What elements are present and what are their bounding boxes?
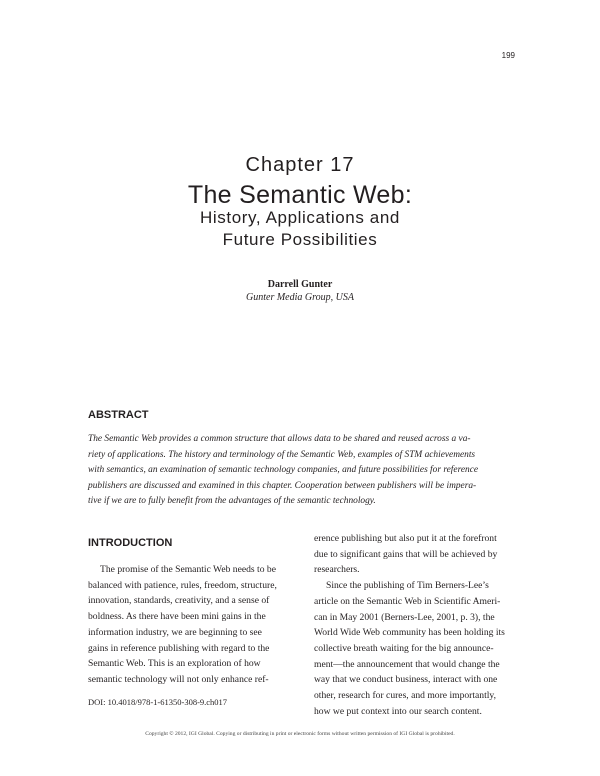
introduction-heading: INTRODUCTION <box>88 537 173 549</box>
body-line: other, research for cures, and more importantly, <box>314 690 496 702</box>
body-line: can in May 2001 (Berners-Lee, 2001, p. 3), the <box>314 611 495 623</box>
abstract-line: The Semantic Web provides a common structure that allows data to be shared and reused across a va- <box>88 434 471 444</box>
body-line: article on the Semantic Web in Scientific Ameri- <box>314 595 501 607</box>
body-line: World Wide Web community has been holding its <box>314 627 505 639</box>
body-line: information industry, we are beginning to see <box>88 626 262 638</box>
body-line: semantic technology will not only enhance ref- <box>88 673 269 685</box>
body-line: due to significant gains that will be achieved by <box>314 548 498 560</box>
body-line: way that we conduct business, interact with one <box>314 674 498 686</box>
abstract-line: riety of applications. The history and terminology of the Semantic Web, examples of STM achievements <box>88 449 476 460</box>
body-line: Semantic Web. This is an exploration of how <box>88 658 261 670</box>
body-line: boldness. As there have been mini gains in the <box>88 611 266 623</box>
abstract-line: publishers are discussed and examined in this chapter. Cooperation between publishers will be impera- <box>88 480 477 491</box>
chapter-subtitle-line: History, Applications and <box>200 208 400 227</box>
author-name: Darrell Gunter <box>267 279 333 290</box>
copyright-notice: Copyright © 2012, IGI Global. Copying or distributing in print or electronic forms without written permission of IGI Global is prohibited. <box>145 731 455 737</box>
abstract-line: with semantics, an examination of semantic technology companies, and future possibilities for reference <box>88 465 479 475</box>
body-line: researchers. <box>314 564 360 576</box>
body-line: Since the publishing of Tim Berners-Lee’s <box>326 580 489 592</box>
author-affiliation: Gunter Media Group, USA <box>246 292 354 303</box>
abstract-body <box>88 432 530 510</box>
introduction-right-column <box>314 531 505 719</box>
body-line: balanced with patience, rules, freedom, structure, <box>88 579 277 591</box>
body-line: how we put context into our search content. <box>314 705 482 717</box>
body-line: collective breath waiting for the big announce- <box>314 642 494 654</box>
introduction-left-column <box>88 562 277 688</box>
chapter-label: Chapter 17 <box>245 154 355 176</box>
body-line: erence publishing but also put it at the forefront <box>314 533 497 544</box>
chapter-title: The Semantic Web: <box>187 181 413 209</box>
abstract-heading: ABSTRACT <box>88 409 149 421</box>
chapter-subtitle-line: Future Possibilities <box>222 230 378 249</box>
chapter-subtitle <box>0 207 600 251</box>
body-line: ment—the announcement that would change the <box>314 658 500 670</box>
body-line: innovation, standards, creativity, and a sense of <box>88 595 270 607</box>
body-line: The promise of the Semantic Web needs to be <box>100 564 276 575</box>
abstract-line: tive if we are to fully benefit from the advantages of the semantic technology. <box>88 496 376 506</box>
body-line: gains in reference publishing with regard to the <box>88 642 270 654</box>
page-number: 199 <box>501 51 515 60</box>
doi: DOI: 10.4018/978-1-61350-308-9.ch017 <box>88 697 228 707</box>
